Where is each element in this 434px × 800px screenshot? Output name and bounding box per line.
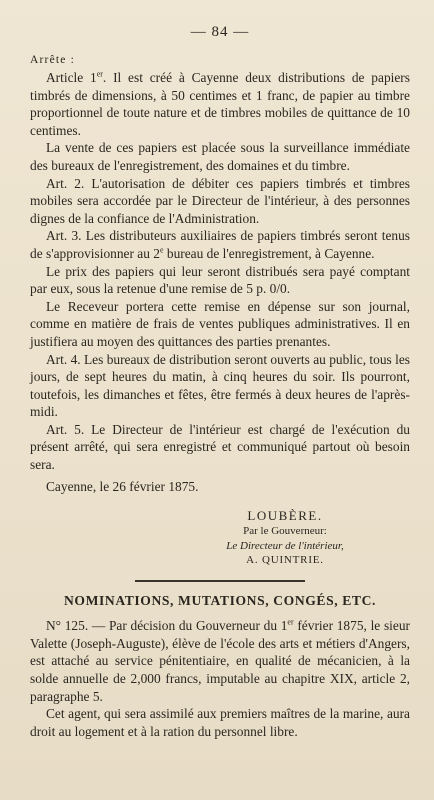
article-5: Art. 5. Le Directeur de l'intérieur est chargé de l'exécution du présent arrêté, qui sera enregistré et communiqué partout où besoin sera. <box>30 421 410 473</box>
decree-articles <box>30 69 410 474</box>
article-1: Article 1er. Il est créé à Cayenne deux distributions de papiers timbrés de dimensions, à 50 centimes et 1 franc, de papier au timbre proportionnel de toute nature et de timbres mobiles de quittance de 10 centimes. <box>30 69 410 138</box>
arrete-heading: Arrête : <box>30 54 76 66</box>
section-divider <box>135 580 305 582</box>
article-2: Art. 2. L'autorisation de débiter ces papiers timbrés et timbres mobiles sera accordée par le Directeur de l'intérieur, à des personnes dignes de la confiance de l'Administration. <box>30 175 410 226</box>
nominations-section <box>30 617 410 740</box>
article-3: Art. 3. Les distributeurs auxiliaires de papiers timbrés seront tenus de s'approvisionner au 2e bureau de l'enregistrement, à Cayenne. <box>30 228 410 261</box>
date-line: Cayenne, le 26 février 1875. <box>46 478 199 494</box>
nomination-125: N° 125. — Par décision du Gouverneur du 1er février 1875, le sieur Valette (Joseph-Auguste), élève de l'école des arts et métiers d'Angers, est attaché au service pénitentiaire, en qualité de mécanicien, à la solde annuelle de 2,000 francs, imputable au chapitre XIX, article 2, paragraphe 5. <box>30 617 410 704</box>
article-4: Art. 4. Les bureaux de distribution seront ouverts au public, tous les jours, de sept heures du matin, à cinq heures du soir. Ils pourront, toutefois, les dimanches et fêtes, être fermés à deux heures de l'après-midi. <box>30 351 410 420</box>
article-1-continuation: La vente de ces papiers est placée sous la surveillance immédiate des bureaux de l'enregistrement, des domaines et du timbre. <box>30 140 410 173</box>
nomination-125-continuation: Cet agent, qui sera assimilé aux premiers maîtres de la marine, aura droit au logement et à la ration du personnel libre. <box>30 706 410 739</box>
signature-line-3: A. QUINTRIE. <box>246 554 324 567</box>
section-title: NOMINATIONS, MUTATIONS, CONGÉS, ETC. <box>63 593 376 609</box>
signature-block <box>30 507 410 568</box>
signature-line-2: Le Directeur de l'intérieur, <box>226 539 344 552</box>
signature-name: LOUBÈRE. <box>247 508 323 524</box>
article-3-price: Le prix des papiers qui leur seront distribués sera payé comptant par eux, sous la retenue d'une remise de 5 p. 0/0. <box>30 263 410 297</box>
page-number: — 84 — <box>190 24 250 40</box>
signature-line-1: Par le Gouverneur: <box>243 525 327 538</box>
article-3-receveur: Le Receveur portera cette remise en dépense sur son journal, comme en matière de frais de ventes publiques administratives. Il en justifiera au moyen des quittances des parties prenantes. <box>30 298 410 349</box>
